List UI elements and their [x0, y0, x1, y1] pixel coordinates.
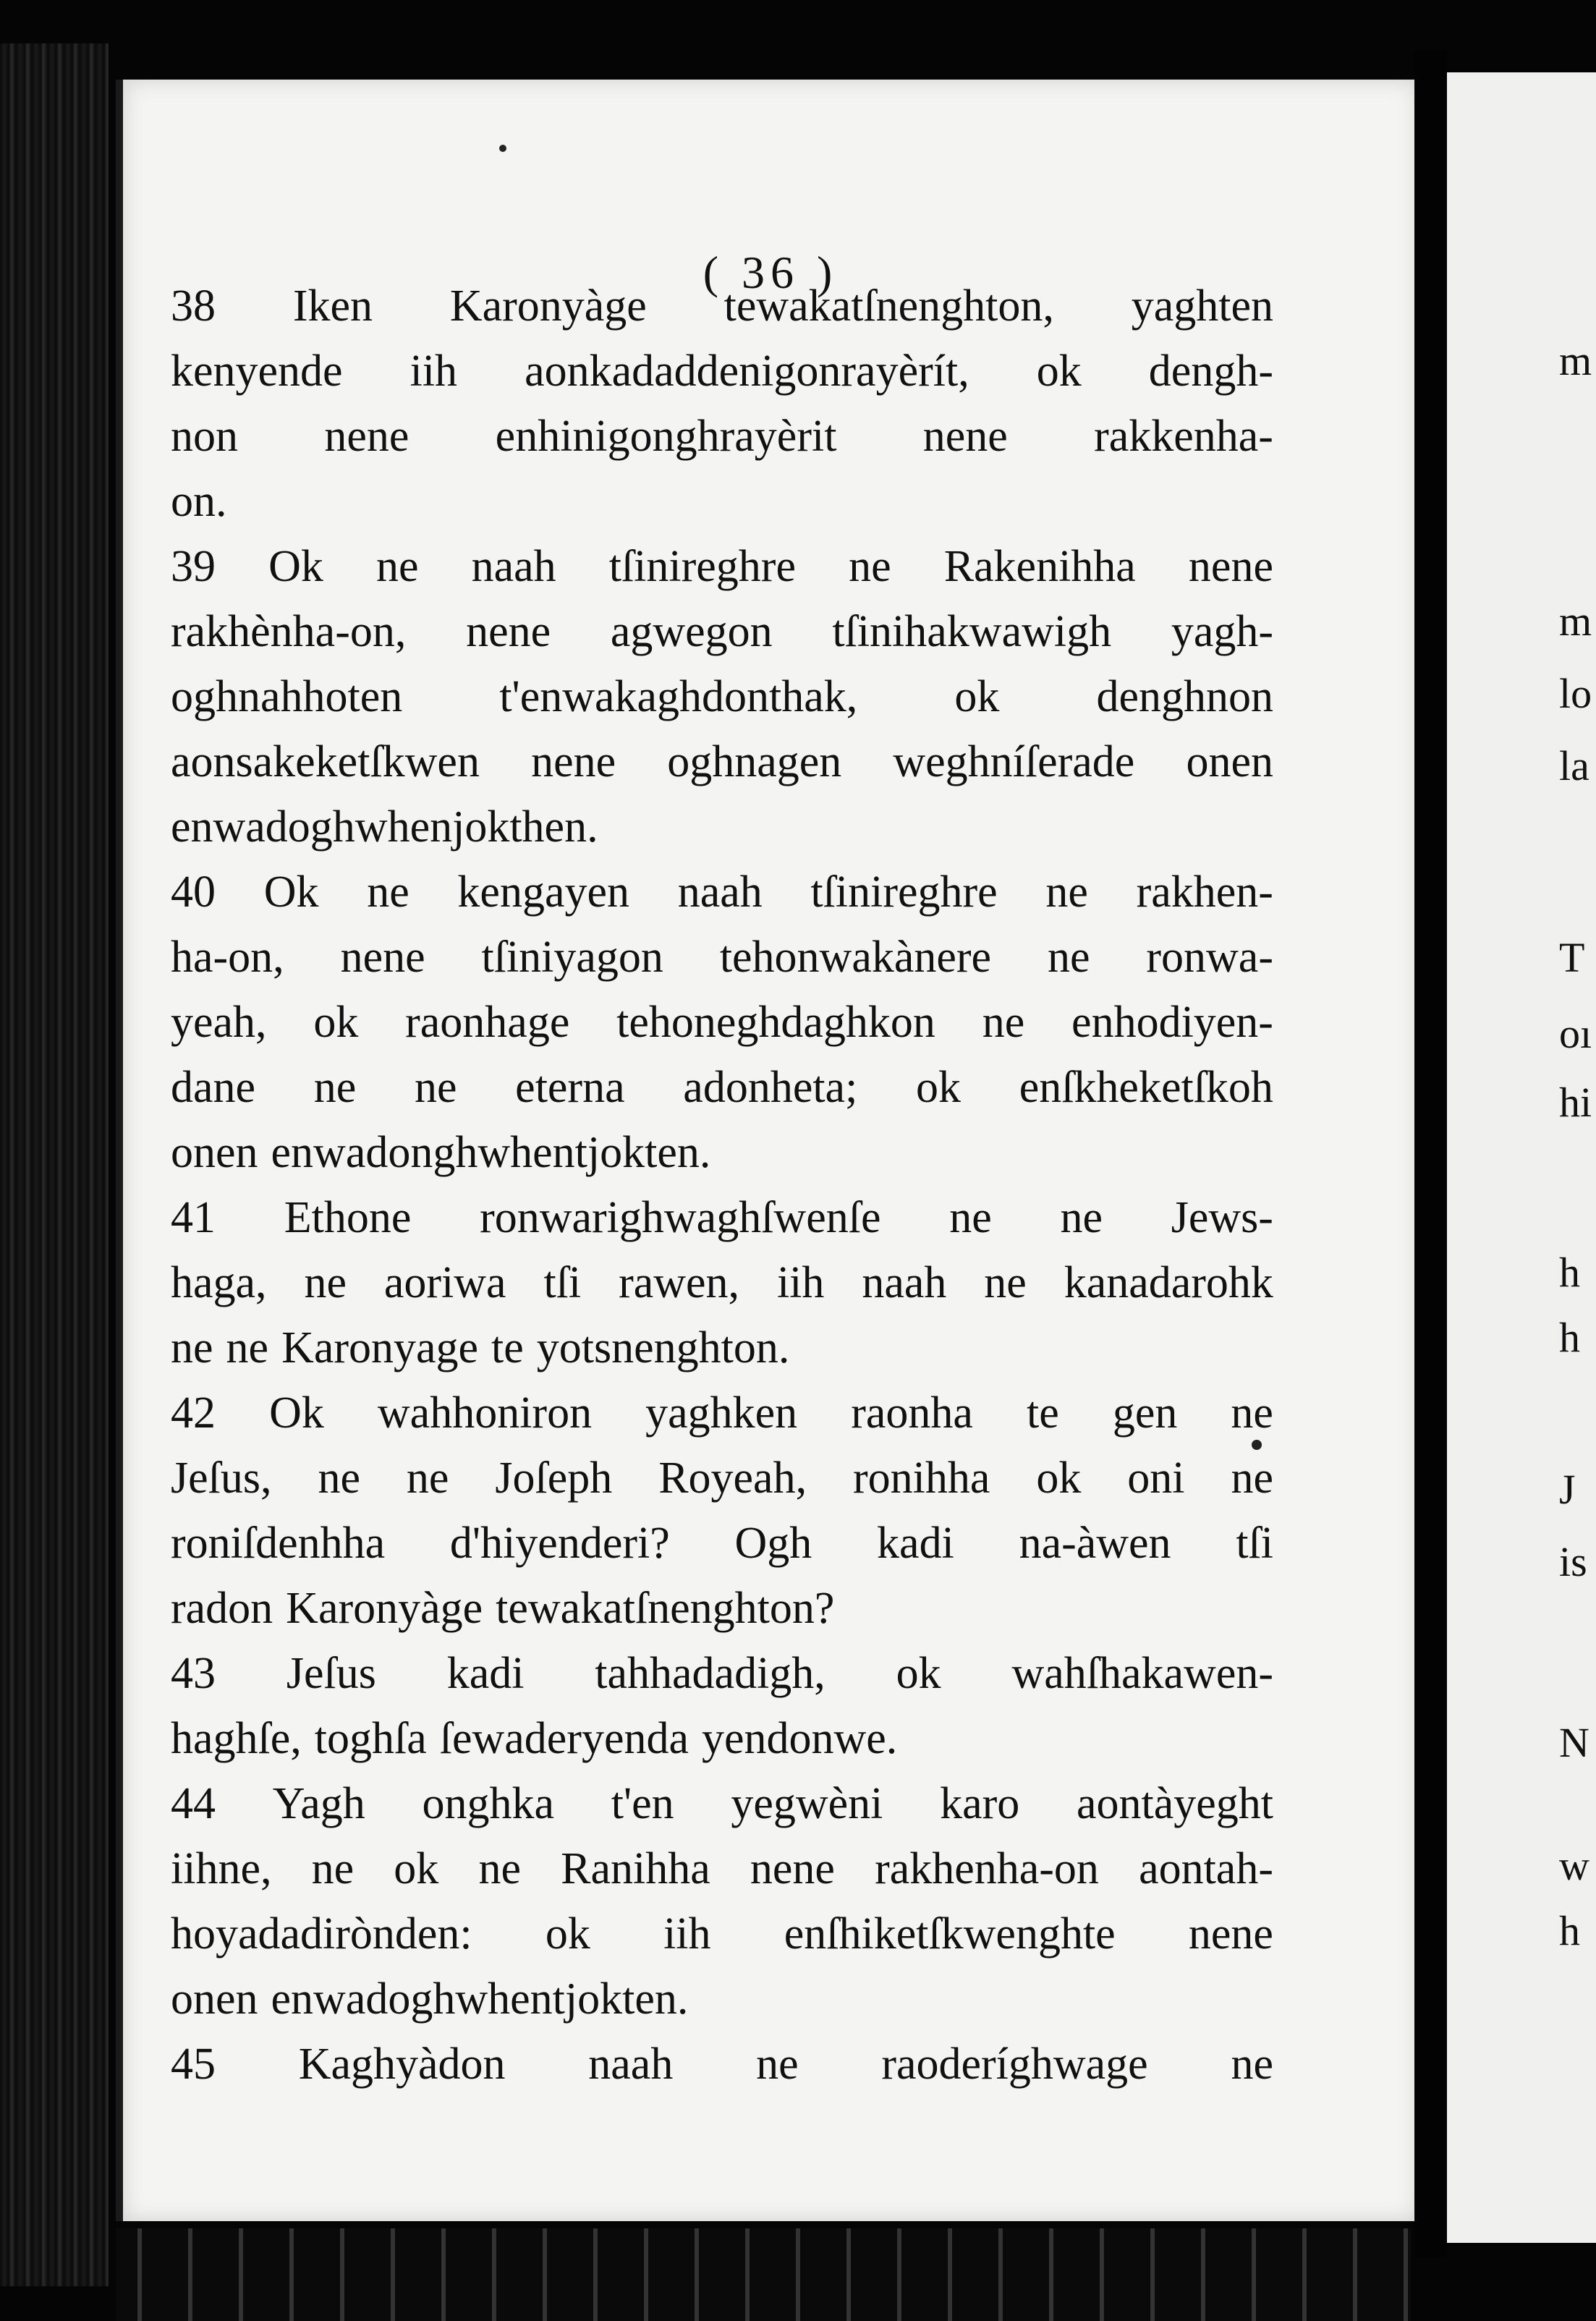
text-line: Jeſus, ne ne Joſeph Royeah, ronihha ok oni ne: [171, 1453, 1273, 1503]
text-line: on.: [171, 476, 227, 526]
text-line: 41 Ethone ronwarighwaghſwenſe ne ne Jews-: [171, 1192, 1273, 1242]
text-line: 40 Ok ne kengayen naah tſinireghre ne rakhen-: [171, 867, 1273, 917]
text-line: ne ne Karonyage te yotsnenghton.: [171, 1323, 790, 1372]
text-line: radon Karonyàge tewakatſnenghton?: [171, 1583, 835, 1633]
page-number: ( 36 ): [703, 247, 839, 298]
facing-page-fragment: la: [1559, 742, 1589, 789]
text-line: aonsakeketſkwen nene oghnagen weghníſerade onen: [171, 737, 1273, 786]
text-line: 38 Iken Karonyàge tewakatſnenghton, yaghten: [171, 281, 1273, 331]
text-line: oghnahhoten t'enwakaghdonthak, ok denghnon: [171, 671, 1273, 721]
text-line: haga, ne aoriwa tſi rawen, iih naah ne kanadarohk: [171, 1257, 1273, 1307]
facing-page-fragment: w: [1559, 1842, 1589, 1889]
scan-bottom-edge: [116, 2228, 1411, 2321]
page-gutter: [1414, 51, 1447, 2257]
facing-page-fragment: is: [1559, 1538, 1587, 1585]
text-line: non nene enhinigonghrayèrit nene rakkenha-: [171, 411, 1273, 461]
text-line: rakhènha-on, nene agwegon tſinihakwawigh yagh-: [171, 606, 1273, 656]
text-line: ha-on, nene tſiniyagon tehonwakànere ne ronwa-: [171, 932, 1273, 982]
text-line: 45 Kaghyàdon naah ne raoderíghwage ne: [171, 2039, 1273, 2089]
text-line: hoyadadirònden: ok iih enſhiketſkwenghte nene: [171, 1909, 1273, 1959]
text-line: enwadoghwhenjokthen.: [171, 802, 598, 852]
text-line: onen enwadoghwhentjokten.: [171, 1974, 689, 2024]
facing-page-fragment: N: [1559, 1719, 1589, 1766]
facing-page-fragment: hi: [1559, 1079, 1592, 1126]
text-line: kenyende iih aonkadaddenigonrayèrít, ok dengh-: [171, 346, 1273, 396]
facing-page-fragment: h: [1559, 1249, 1580, 1296]
text-line: yeah, ok raonhage tehoneghdaghkon ne enhodiyen-: [171, 997, 1273, 1047]
facing-page-fragment: m: [1559, 598, 1592, 645]
facing-page-fragment: h: [1559, 1907, 1580, 1954]
facing-page-fragment: m: [1559, 337, 1592, 384]
facing-page-fragment: J: [1559, 1466, 1576, 1513]
text-line: 42 Ok wahhoniron yaghken raonha te gen ne: [171, 1388, 1273, 1438]
text-line: iihne, ne ok ne Ranihha nene rakhenha-on aontah-: [171, 1843, 1273, 1893]
facing-page-fragment: lo: [1559, 670, 1592, 717]
text-line: roniſdenhha d'hiyenderi? Ogh kadi na-àwen tſi: [171, 1518, 1273, 1568]
facing-page-fragment: h: [1559, 1314, 1580, 1361]
text-line: onen enwadonghwhentjokten.: [171, 1127, 711, 1177]
body-text: [171, 273, 1273, 2097]
text-line: haghſe, toghſa ſewaderyenda yendonwe.: [171, 1713, 898, 1763]
text-line: 44 Yagh onghka t'en yegwèni karo aontàyeght: [171, 1778, 1273, 1828]
book-edge: [0, 43, 109, 2286]
facing-page-edge: [1447, 72, 1596, 2243]
speck: [499, 145, 506, 152]
text-line: 43 Jeſus kadi tahhadadigh, ok wahſhakawen-: [171, 1648, 1273, 1698]
text-line: 39 Ok ne naah tſinireghre ne Rakenihha nene: [171, 541, 1273, 591]
facing-page-fragment: T: [1559, 934, 1585, 981]
facing-page-fragment: oı: [1559, 1010, 1592, 1057]
text-line: dane ne ne eterna adonheta; ok enſkheketſkoh: [171, 1062, 1273, 1112]
